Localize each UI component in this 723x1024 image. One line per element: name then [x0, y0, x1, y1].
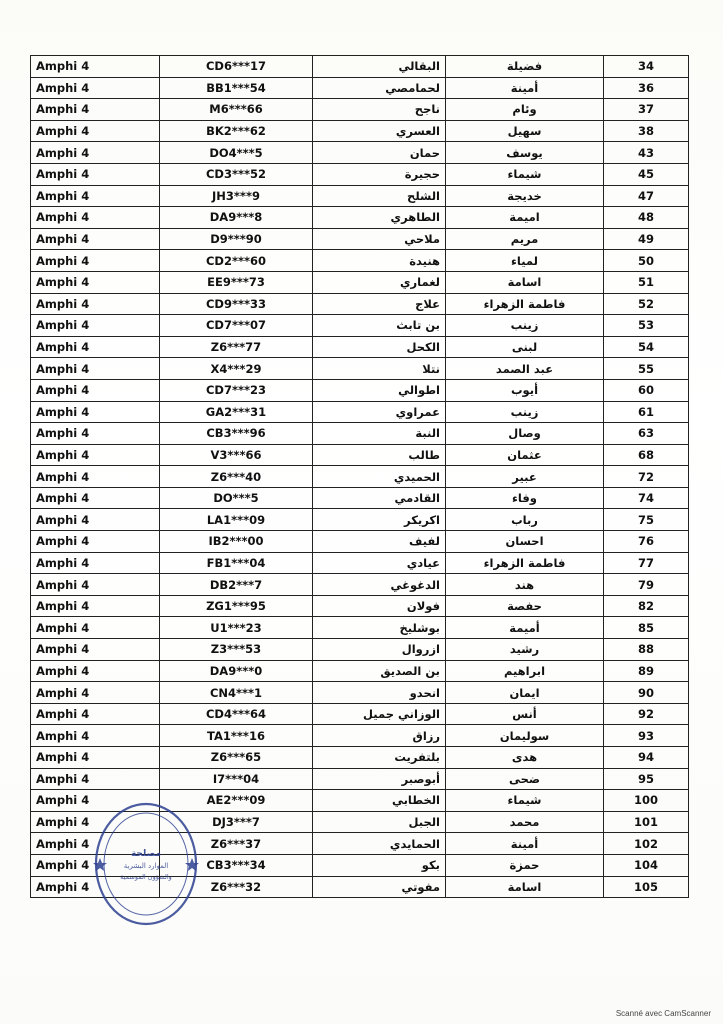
number-cell: 55: [604, 358, 689, 380]
id-cell: DO4***5: [160, 142, 313, 164]
last-name-cell: بكو: [313, 854, 446, 876]
id-cell: CB3***96: [160, 423, 313, 445]
id-cell: CN4***1: [160, 682, 313, 704]
last-name-cell: ملاحي: [313, 228, 446, 250]
id-cell: CD3***52: [160, 163, 313, 185]
last-name-cell: هنيدة: [313, 250, 446, 272]
first-name-cell: أميمة: [446, 617, 604, 639]
last-name-cell: انحدو: [313, 682, 446, 704]
stamp-line-3: والشؤون الموسمية: [120, 873, 172, 881]
last-name-cell: حمان: [313, 142, 446, 164]
number-cell: 53: [604, 315, 689, 337]
first-name-cell: وفاء: [446, 487, 604, 509]
id-cell: D9***90: [160, 228, 313, 250]
first-name-cell: وصال: [446, 423, 604, 445]
room-cell: Amphi 4: [31, 574, 160, 596]
id-cell: CB3***34: [160, 854, 313, 876]
id-cell: CD9***33: [160, 293, 313, 315]
id-cell: TA1***16: [160, 725, 313, 747]
last-name-cell: مفوتي: [313, 876, 446, 898]
table-row: [31, 617, 689, 639]
room-cell: Amphi 4: [31, 747, 160, 769]
table-row: [31, 574, 689, 596]
room-cell: Amphi 4: [31, 358, 160, 380]
last-name-cell: طالب: [313, 444, 446, 466]
number-cell: 88: [604, 639, 689, 661]
room-cell: Amphi 4: [31, 423, 160, 445]
last-name-cell: لفيف: [313, 531, 446, 553]
last-name-cell: الطاهري: [313, 207, 446, 229]
table-row: [31, 185, 689, 207]
id-cell: EE9***73: [160, 271, 313, 293]
room-cell: Amphi 4: [31, 854, 160, 876]
id-cell: V3***66: [160, 444, 313, 466]
room-cell: Amphi 4: [31, 660, 160, 682]
last-name-cell: الشلح: [313, 185, 446, 207]
number-cell: 74: [604, 487, 689, 509]
table-row: [31, 768, 689, 790]
table-row: [31, 379, 689, 401]
first-name-cell: فضيلة: [446, 56, 604, 78]
number-cell: 63: [604, 423, 689, 445]
table-row: [31, 163, 689, 185]
id-cell: CD7***07: [160, 315, 313, 337]
room-cell: Amphi 4: [31, 487, 160, 509]
table-row: [31, 120, 689, 142]
room-cell: Amphi 4: [31, 142, 160, 164]
room-cell: Amphi 4: [31, 552, 160, 574]
table-row: [31, 509, 689, 531]
first-name-cell: عبد الصمد: [446, 358, 604, 380]
id-cell: BB1***54: [160, 77, 313, 99]
id-cell: LA1***09: [160, 509, 313, 531]
id-cell: CD6***17: [160, 56, 313, 78]
table-row: [31, 682, 689, 704]
first-name-cell: وئام: [446, 99, 604, 121]
number-cell: 38: [604, 120, 689, 142]
room-cell: Amphi 4: [31, 639, 160, 661]
id-cell: Z6***77: [160, 336, 313, 358]
last-name-cell: حجيرة: [313, 163, 446, 185]
first-name-cell: فاطمة الزهراء: [446, 293, 604, 315]
table-row: [31, 271, 689, 293]
first-name-cell: شيماء: [446, 790, 604, 812]
room-cell: Amphi 4: [31, 833, 160, 855]
room-cell: Amphi 4: [31, 336, 160, 358]
last-name-cell: الحمايدي: [313, 833, 446, 855]
first-name-cell: شيماء: [446, 163, 604, 185]
last-name-cell: النبة: [313, 423, 446, 445]
first-name-cell: سوليمان: [446, 725, 604, 747]
table-row: [31, 531, 689, 553]
last-name-cell: ناجح: [313, 99, 446, 121]
id-cell: DA9***0: [160, 660, 313, 682]
first-name-cell: اميمة: [446, 207, 604, 229]
table-row: [31, 293, 689, 315]
number-cell: 89: [604, 660, 689, 682]
number-cell: 50: [604, 250, 689, 272]
first-name-cell: عبير: [446, 466, 604, 488]
room-cell: Amphi 4: [31, 185, 160, 207]
number-cell: 45: [604, 163, 689, 185]
table-row: [31, 444, 689, 466]
id-cell: Z3***53: [160, 639, 313, 661]
number-cell: 85: [604, 617, 689, 639]
last-name-cell: بوشليخ: [313, 617, 446, 639]
table-row: [31, 315, 689, 337]
room-cell: Amphi 4: [31, 444, 160, 466]
number-cell: 77: [604, 552, 689, 574]
first-name-cell: سهيل: [446, 120, 604, 142]
room-cell: Amphi 4: [31, 466, 160, 488]
last-name-cell: لحمامصي: [313, 77, 446, 99]
room-cell: Amphi 4: [31, 250, 160, 272]
first-name-cell: ايمان: [446, 682, 604, 704]
table-row: [31, 725, 689, 747]
room-cell: Amphi 4: [31, 703, 160, 725]
id-cell: FB1***04: [160, 552, 313, 574]
table-body: [31, 56, 689, 898]
id-cell: GA2***31: [160, 401, 313, 423]
room-cell: Amphi 4: [31, 401, 160, 423]
last-name-cell: القادمي: [313, 487, 446, 509]
first-name-cell: ابراهيم: [446, 660, 604, 682]
first-name-cell: هند: [446, 574, 604, 596]
number-cell: 72: [604, 466, 689, 488]
first-name-cell: خديجة: [446, 185, 604, 207]
room-cell: Amphi 4: [31, 120, 160, 142]
table-row: [31, 466, 689, 488]
stamp-line-2: الموارد البشرية: [123, 862, 169, 870]
table-row: [31, 854, 689, 876]
table-row: [31, 876, 689, 898]
room-cell: Amphi 4: [31, 56, 160, 78]
id-cell: DA9***8: [160, 207, 313, 229]
table-row: [31, 487, 689, 509]
number-cell: 36: [604, 77, 689, 99]
first-name-cell: أمينة: [446, 833, 604, 855]
first-name-cell: اسامة: [446, 271, 604, 293]
number-cell: 94: [604, 747, 689, 769]
last-name-cell: اطوالي: [313, 379, 446, 401]
table-row: [31, 703, 689, 725]
id-cell: DJ3***7: [160, 811, 313, 833]
first-name-cell: ضحى: [446, 768, 604, 790]
number-cell: 54: [604, 336, 689, 358]
room-cell: Amphi 4: [31, 617, 160, 639]
table-row: [31, 639, 689, 661]
table-row: [31, 336, 689, 358]
last-name-cell: بن الصديق: [313, 660, 446, 682]
first-name-cell: مريم: [446, 228, 604, 250]
first-name-cell: فاطمة الزهراء: [446, 552, 604, 574]
number-cell: 43: [604, 142, 689, 164]
last-name-cell: الوزاني جميل: [313, 703, 446, 725]
last-name-cell: عمراوي: [313, 401, 446, 423]
number-cell: 93: [604, 725, 689, 747]
room-cell: Amphi 4: [31, 379, 160, 401]
id-cell: I7***04: [160, 768, 313, 790]
first-name-cell: لمياء: [446, 250, 604, 272]
table-row: [31, 660, 689, 682]
id-cell: Z6***32: [160, 876, 313, 898]
table-row: [31, 811, 689, 833]
table-row: [31, 833, 689, 855]
last-name-cell: اكريكر: [313, 509, 446, 531]
last-name-cell: الحميدي: [313, 466, 446, 488]
first-name-cell: لبنى: [446, 336, 604, 358]
table-row: [31, 56, 689, 78]
first-name-cell: اسامة: [446, 876, 604, 898]
number-cell: 60: [604, 379, 689, 401]
room-cell: Amphi 4: [31, 790, 160, 812]
first-name-cell: محمد: [446, 811, 604, 833]
candidates-table: [30, 55, 689, 898]
first-name-cell: عثمان: [446, 444, 604, 466]
room-cell: Amphi 4: [31, 811, 160, 833]
number-cell: 104: [604, 854, 689, 876]
id-cell: DO***5: [160, 487, 313, 509]
first-name-cell: احسان: [446, 531, 604, 553]
table-row: [31, 142, 689, 164]
table-row: [31, 358, 689, 380]
scan-footer: Scanné avec CamScanner: [615, 1009, 711, 1018]
table-row: [31, 790, 689, 812]
table-row: [31, 747, 689, 769]
number-cell: 51: [604, 271, 689, 293]
table-row: [31, 207, 689, 229]
first-name-cell: أمينة: [446, 77, 604, 99]
first-name-cell: هدى: [446, 747, 604, 769]
first-name-cell: يوسف: [446, 142, 604, 164]
table-row: [31, 552, 689, 574]
table-row: [31, 401, 689, 423]
id-cell: M6***66: [160, 99, 313, 121]
id-cell: X4***29: [160, 358, 313, 380]
last-name-cell: فولان: [313, 595, 446, 617]
id-cell: Z6***37: [160, 833, 313, 855]
room-cell: Amphi 4: [31, 509, 160, 531]
id-cell: DB2***7: [160, 574, 313, 596]
id-cell: CD4***64: [160, 703, 313, 725]
room-cell: Amphi 4: [31, 99, 160, 121]
room-cell: Amphi 4: [31, 876, 160, 898]
number-cell: 90: [604, 682, 689, 704]
room-cell: Amphi 4: [31, 768, 160, 790]
number-cell: 76: [604, 531, 689, 553]
last-name-cell: بلتفريت: [313, 747, 446, 769]
room-cell: Amphi 4: [31, 682, 160, 704]
first-name-cell: زينب: [446, 315, 604, 337]
room-cell: Amphi 4: [31, 77, 160, 99]
last-name-cell: لغماري: [313, 271, 446, 293]
number-cell: 75: [604, 509, 689, 531]
first-name-cell: رشيد: [446, 639, 604, 661]
number-cell: 52: [604, 293, 689, 315]
number-cell: 82: [604, 595, 689, 617]
number-cell: 92: [604, 703, 689, 725]
id-cell: CD7***23: [160, 379, 313, 401]
number-cell: 79: [604, 574, 689, 596]
id-cell: AE2***09: [160, 790, 313, 812]
room-cell: Amphi 4: [31, 228, 160, 250]
last-name-cell: الدغوغي: [313, 574, 446, 596]
last-name-cell: بن تابث: [313, 315, 446, 337]
number-cell: 101: [604, 811, 689, 833]
room-cell: Amphi 4: [31, 293, 160, 315]
first-name-cell: أنس: [446, 703, 604, 725]
id-cell: Z6***40: [160, 466, 313, 488]
last-name-cell: علاج: [313, 293, 446, 315]
room-cell: Amphi 4: [31, 207, 160, 229]
id-cell: Z6***65: [160, 747, 313, 769]
stamp-line-1: مصلحة: [130, 849, 162, 859]
id-cell: BK2***62: [160, 120, 313, 142]
number-cell: 48: [604, 207, 689, 229]
number-cell: 105: [604, 876, 689, 898]
number-cell: 49: [604, 228, 689, 250]
first-name-cell: زينب: [446, 401, 604, 423]
number-cell: 68: [604, 444, 689, 466]
room-cell: Amphi 4: [31, 163, 160, 185]
number-cell: 100: [604, 790, 689, 812]
last-name-cell: عيادي: [313, 552, 446, 574]
first-name-cell: رباب: [446, 509, 604, 531]
last-name-cell: ازروال: [313, 639, 446, 661]
last-name-cell: رزاق: [313, 725, 446, 747]
room-cell: Amphi 4: [31, 271, 160, 293]
table-row: [31, 250, 689, 272]
number-cell: 47: [604, 185, 689, 207]
id-cell: IB2***00: [160, 531, 313, 553]
last-name-cell: أبوصبر: [313, 768, 446, 790]
room-cell: Amphi 4: [31, 315, 160, 337]
room-cell: Amphi 4: [31, 531, 160, 553]
number-cell: 61: [604, 401, 689, 423]
table-row: [31, 77, 689, 99]
first-name-cell: حمزة: [446, 854, 604, 876]
table-row: [31, 99, 689, 121]
id-cell: CD2***60: [160, 250, 313, 272]
number-cell: 102: [604, 833, 689, 855]
last-name-cell: البقالي: [313, 56, 446, 78]
last-name-cell: العسري: [313, 120, 446, 142]
number-cell: 34: [604, 56, 689, 78]
id-cell: U1***23: [160, 617, 313, 639]
last-name-cell: نتلا: [313, 358, 446, 380]
first-name-cell: حفصة: [446, 595, 604, 617]
table-row: [31, 228, 689, 250]
id-cell: ZG1***95: [160, 595, 313, 617]
last-name-cell: الخطابي: [313, 790, 446, 812]
last-name-cell: الجبل: [313, 811, 446, 833]
table-row: [31, 423, 689, 445]
number-cell: 95: [604, 768, 689, 790]
id-cell: JH3***9: [160, 185, 313, 207]
room-cell: Amphi 4: [31, 595, 160, 617]
first-name-cell: أيوب: [446, 379, 604, 401]
number-cell: 37: [604, 99, 689, 121]
last-name-cell: الكحل: [313, 336, 446, 358]
room-cell: Amphi 4: [31, 725, 160, 747]
table-row: [31, 595, 689, 617]
